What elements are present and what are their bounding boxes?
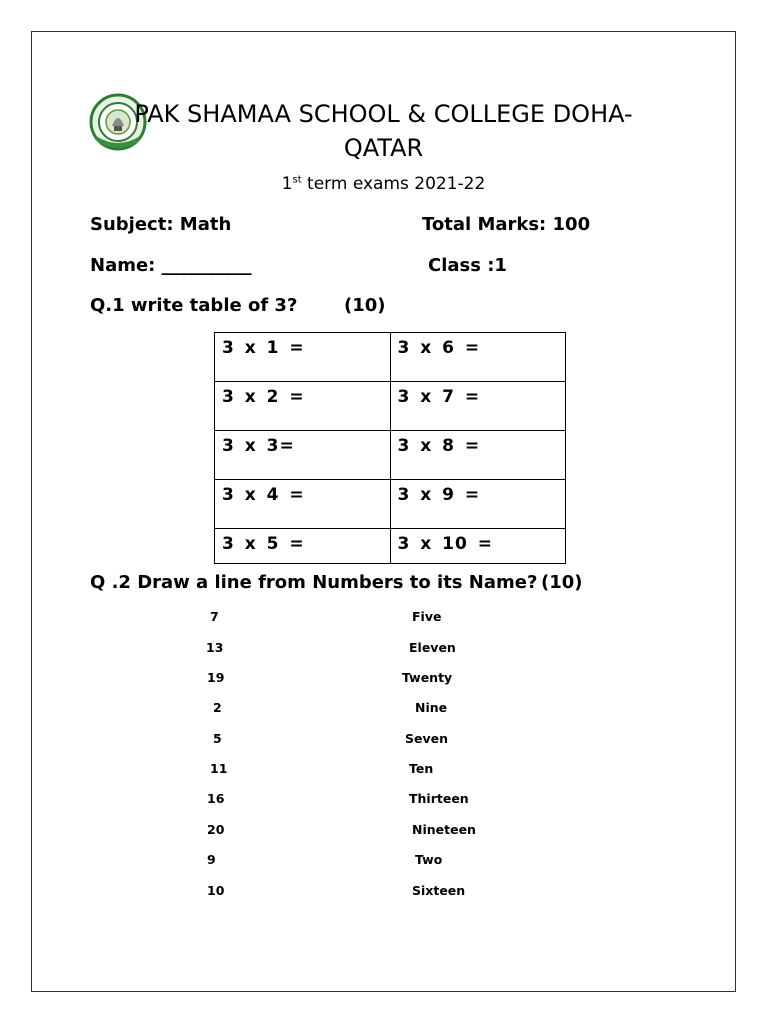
total-marks-label: Total Marks: 100	[422, 214, 591, 235]
match-name: Nineteen	[412, 822, 476, 837]
student-name-field[interactable]: Name: __________	[90, 255, 252, 276]
subject-label: Subject: Math	[90, 214, 232, 235]
q1-title: Q.1 write table of 3?	[90, 295, 298, 316]
match-name: Two	[415, 852, 443, 867]
match-number: 7	[210, 609, 219, 624]
table-cell[interactable]: 3 x 3=	[215, 431, 391, 480]
match-name: Seven	[405, 731, 449, 746]
table-cell[interactable]: 3 x 8 =	[390, 431, 566, 480]
table-cell[interactable]: 3 x 1 =	[215, 333, 391, 382]
table-cell[interactable]: 3 x 4 =	[215, 480, 391, 529]
table-row	[215, 431, 566, 480]
match-number: 16	[207, 791, 225, 806]
match-number: 11	[210, 761, 228, 776]
match-name: Thirteen	[409, 791, 469, 806]
school-name-line2: QATAR	[343, 134, 424, 162]
table-cell[interactable]: 3 x 10 =	[390, 529, 566, 564]
match-number: 13	[206, 640, 224, 655]
q2-title: Q .2 Draw a line from Numbers to its Name?	[90, 572, 538, 593]
table-cell[interactable]: 3 x 5 =	[215, 529, 391, 564]
class-label: Class :1	[428, 255, 507, 276]
exam-page	[31, 31, 736, 992]
match-number: 19	[207, 670, 225, 685]
q2-marks: (10)	[541, 572, 583, 593]
match-number: 9	[207, 852, 216, 867]
match-name: Sixteen	[412, 883, 466, 898]
table-cell[interactable]: 3 x 2 =	[215, 382, 391, 431]
term-exams-heading: 1st term exams 2021-22	[281, 174, 486, 194]
q1-marks: (10)	[344, 295, 386, 316]
school-name-line1: PAK SHAMAA SCHOOL & COLLEGE DOHA-	[134, 100, 633, 128]
table-cell[interactable]: 3 x 6 =	[390, 333, 566, 382]
match-name: Eleven	[409, 640, 456, 655]
match-name: Nine	[415, 700, 448, 715]
match-name: Five	[412, 609, 442, 624]
table-cell[interactable]: 3 x 9 =	[390, 480, 566, 529]
match-number: 10	[207, 883, 225, 898]
table-cell[interactable]: 3 x 7 =	[390, 382, 566, 431]
match-number: 20	[207, 822, 225, 837]
multiplication-table	[214, 332, 566, 564]
table-row	[215, 333, 566, 382]
match-number: 2	[213, 700, 222, 715]
table-row	[215, 382, 566, 431]
match-name: Ten	[409, 761, 434, 776]
match-number: 5	[213, 731, 222, 746]
table-row	[215, 529, 566, 564]
match-name: Twenty	[402, 670, 453, 685]
table-row	[215, 480, 566, 529]
